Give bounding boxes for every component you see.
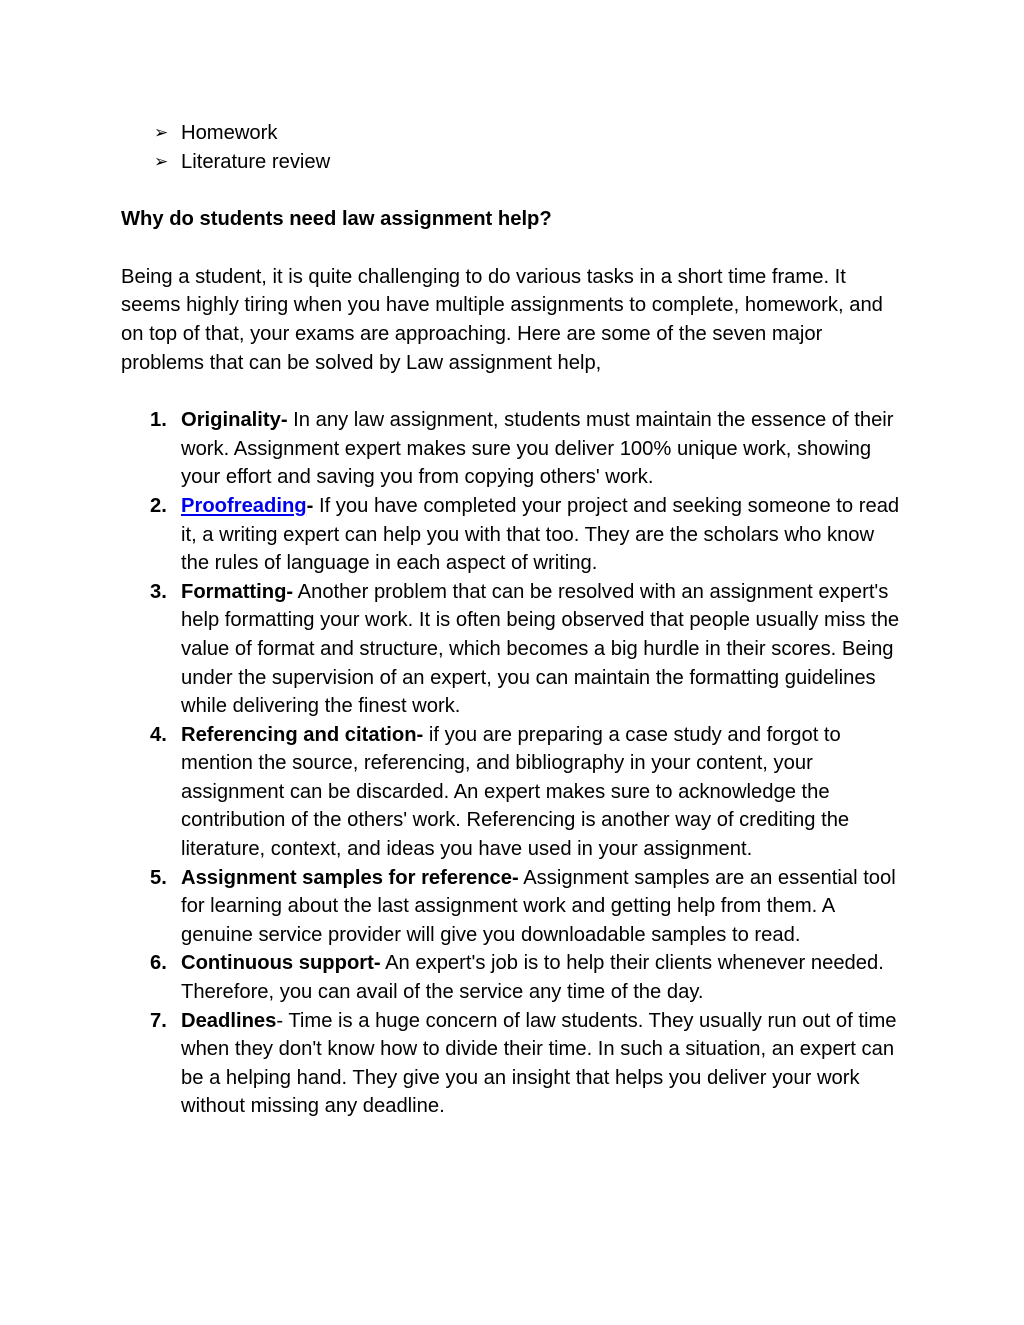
bullet-item [121, 119, 903, 148]
item-term: Formatting- [181, 580, 294, 603]
list-item [121, 721, 903, 864]
item-number: 6. [150, 952, 167, 975]
item-text: Another problem that can be resolved with an assignment expert's help formatting your work. It is often being observed that people usually miss the value of format and structure, which becomes a big hurdle in their scores. Being under the supervision of an expert, you can maintain the formatting guidelines while delivering the finest work. [181, 580, 900, 718]
item-term: - [306, 494, 314, 517]
item-number: 3. [150, 580, 167, 603]
item-text: if you are preparing a case study and forgot to mention the source, referencing, and bibliography in your content, your assignment can be discarded. An expert makes sure to acknowledge the contribution of the others' work. Referencing is another way of crediting the literature, context, and ideas you have used in your assignment. [181, 723, 850, 861]
problems-list [121, 406, 903, 1121]
list-item [121, 864, 903, 950]
bullet-text: Homework [181, 122, 278, 144]
proofreading-link[interactable]: Proofreading [181, 494, 307, 517]
item-term: Continuous support- [181, 952, 381, 975]
bullet-item [121, 148, 903, 177]
item-number: 2. [150, 494, 167, 517]
list-item [121, 492, 903, 578]
bullet-list [121, 119, 903, 176]
item-text: An expert's job is to help their clients whenever needed. Therefore, you can avail of the service any time of the day. [181, 952, 884, 1004]
item-term: Referencing and citation- [181, 723, 424, 746]
item-number: 1. [150, 409, 167, 432]
item-text: - Time is a huge concern of law students. They usually run out of time when they don't know how to divide their time. In such a situation, an expert can be a helping hand. They give you an insight that helps you deliver your work without missing any deadline. [181, 1009, 897, 1118]
item-term: Originality- [181, 409, 288, 432]
item-text: In any law assignment, students must maintain the essence of their work. Assignment expert makes sure you deliver 100% unique work, showing your effort and saving you from copying others' work. [181, 409, 894, 489]
item-term: Assignment samples for reference- [181, 866, 519, 889]
item-number: 5. [150, 866, 167, 889]
item-number: 7. [150, 1009, 167, 1032]
list-item [121, 949, 903, 1006]
section-heading: Why do students need law assignment help? [121, 208, 552, 231]
intro-paragraph: Being a student, it is quite challenging to do various tasks in a short time frame. It seems highly tiring when you have multiple assignments to complete, homework, and on top of that, your exams are approaching. Here are some of the seven major problems that can be solved by Law assignment help, [121, 265, 883, 374]
list-item [121, 406, 903, 492]
bullet-text: Literature review [181, 150, 331, 173]
item-number: 4. [150, 723, 167, 746]
list-item [121, 578, 903, 721]
arrow-bullet-icon: ➢ [154, 151, 169, 172]
document-body [121, 119, 903, 1121]
list-item [121, 1007, 903, 1121]
arrow-bullet-icon: ➢ [154, 123, 169, 143]
item-term: Deadlines [181, 1009, 277, 1032]
item-text: If you have completed your project and seeking someone to read it, a writing expert can help you with that too. They are the scholars who know the rules of language in each aspect of writing. [181, 494, 900, 575]
item-text: Assignment samples are an essential tool for learning about the last assignment work and getting help from them. A genuine service provider will give you downloadable samples to read. [181, 866, 896, 946]
